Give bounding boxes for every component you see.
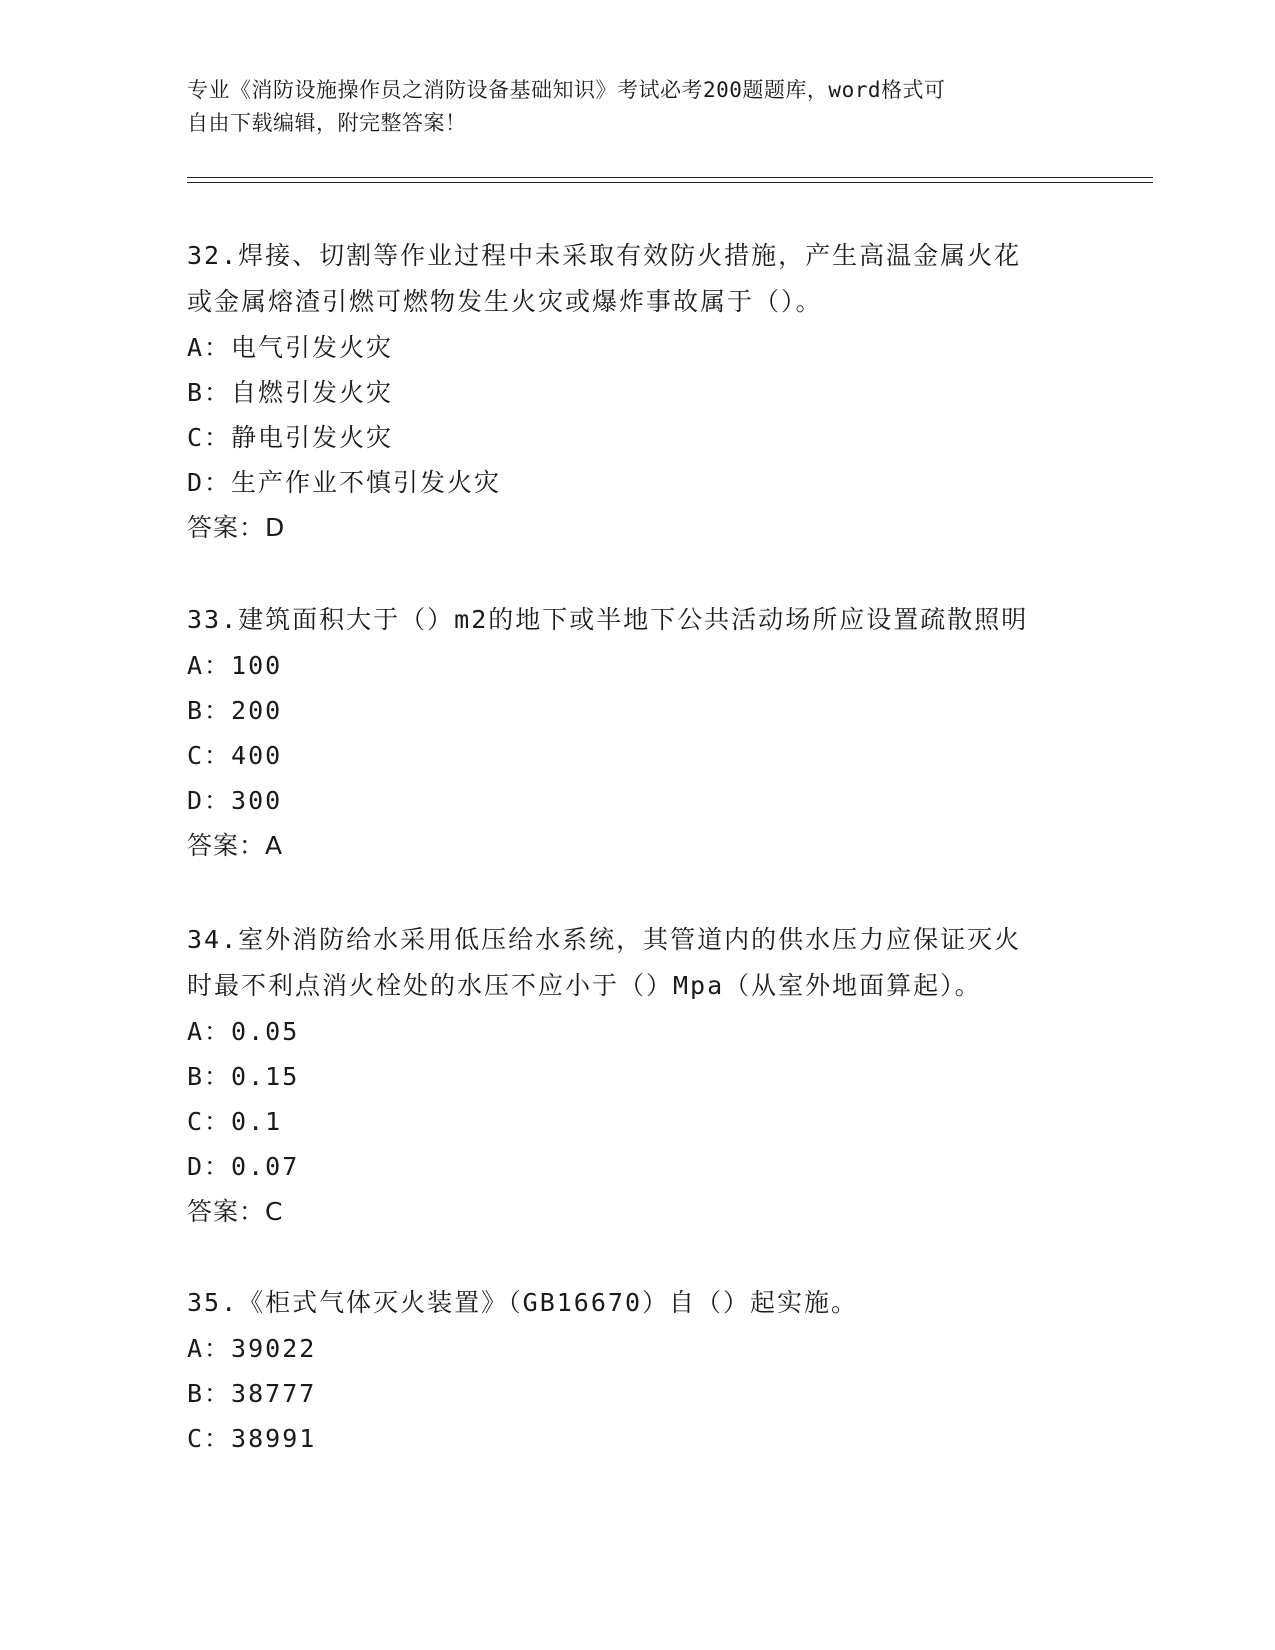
option-d: D：0.07	[187, 1152, 300, 1181]
option-b: B：38777	[187, 1379, 317, 1408]
option-a: A：39022	[187, 1334, 317, 1363]
question-32	[187, 233, 1087, 551]
question-text-line: 32.焊接、切割等作业过程中未采取有效防火措施，产生高温金属火花	[187, 241, 1022, 270]
option-b: B：自燃引发火灾	[187, 378, 394, 407]
question-text-line: 33.建筑面积大于（）m2的地下或半地下公共活动场所应设置疏散照明	[187, 605, 1029, 634]
question-text-line: 或金属熔渣引燃可燃物发生火灾或爆炸事故属于（）。	[187, 287, 823, 316]
header-divider-top	[187, 177, 1153, 178]
question-34	[187, 917, 1087, 1235]
header-line-2: 自由下载编辑，附完整答案！	[187, 111, 467, 135]
answer-line: 答案：D	[187, 513, 286, 542]
option-d: D：生产作业不慎引发火灾	[187, 468, 502, 497]
option-a: A：电气引发火灾	[187, 333, 394, 362]
option-c: C：静电引发火灾	[187, 423, 394, 452]
option-b: B：200	[187, 696, 283, 725]
option-b: B：0.15	[187, 1062, 300, 1091]
option-a: A：100	[187, 651, 283, 680]
header-line-1: 专业《消防设施操作员之消防设备基础知识》考试必考200题题库，word格式可	[187, 78, 946, 102]
option-a: A：0.05	[187, 1017, 300, 1046]
question-33	[187, 597, 1087, 869]
question-35	[187, 1280, 1087, 1461]
question-text-line: 34.室外消防给水采用低压给水系统，其管道内的供水压力应保证灭火	[187, 925, 1022, 954]
option-c: C：38991	[187, 1424, 317, 1453]
answer-line: 答案：A	[187, 831, 284, 860]
option-d: D：300	[187, 786, 283, 815]
question-text-line: 时最不利点消火栓处的水压不应小于（）Mpa（从室外地面算起）。	[187, 971, 982, 1000]
answer-line: 答案：C	[187, 1197, 284, 1226]
header-divider-bottom	[187, 182, 1153, 183]
option-c: C：400	[187, 741, 283, 770]
question-text-line: 35.《柜式气体灭火装置》（GB16670）自（）起实施。	[187, 1288, 859, 1317]
option-c: C：0.1	[187, 1107, 283, 1136]
document-header	[187, 74, 1067, 140]
